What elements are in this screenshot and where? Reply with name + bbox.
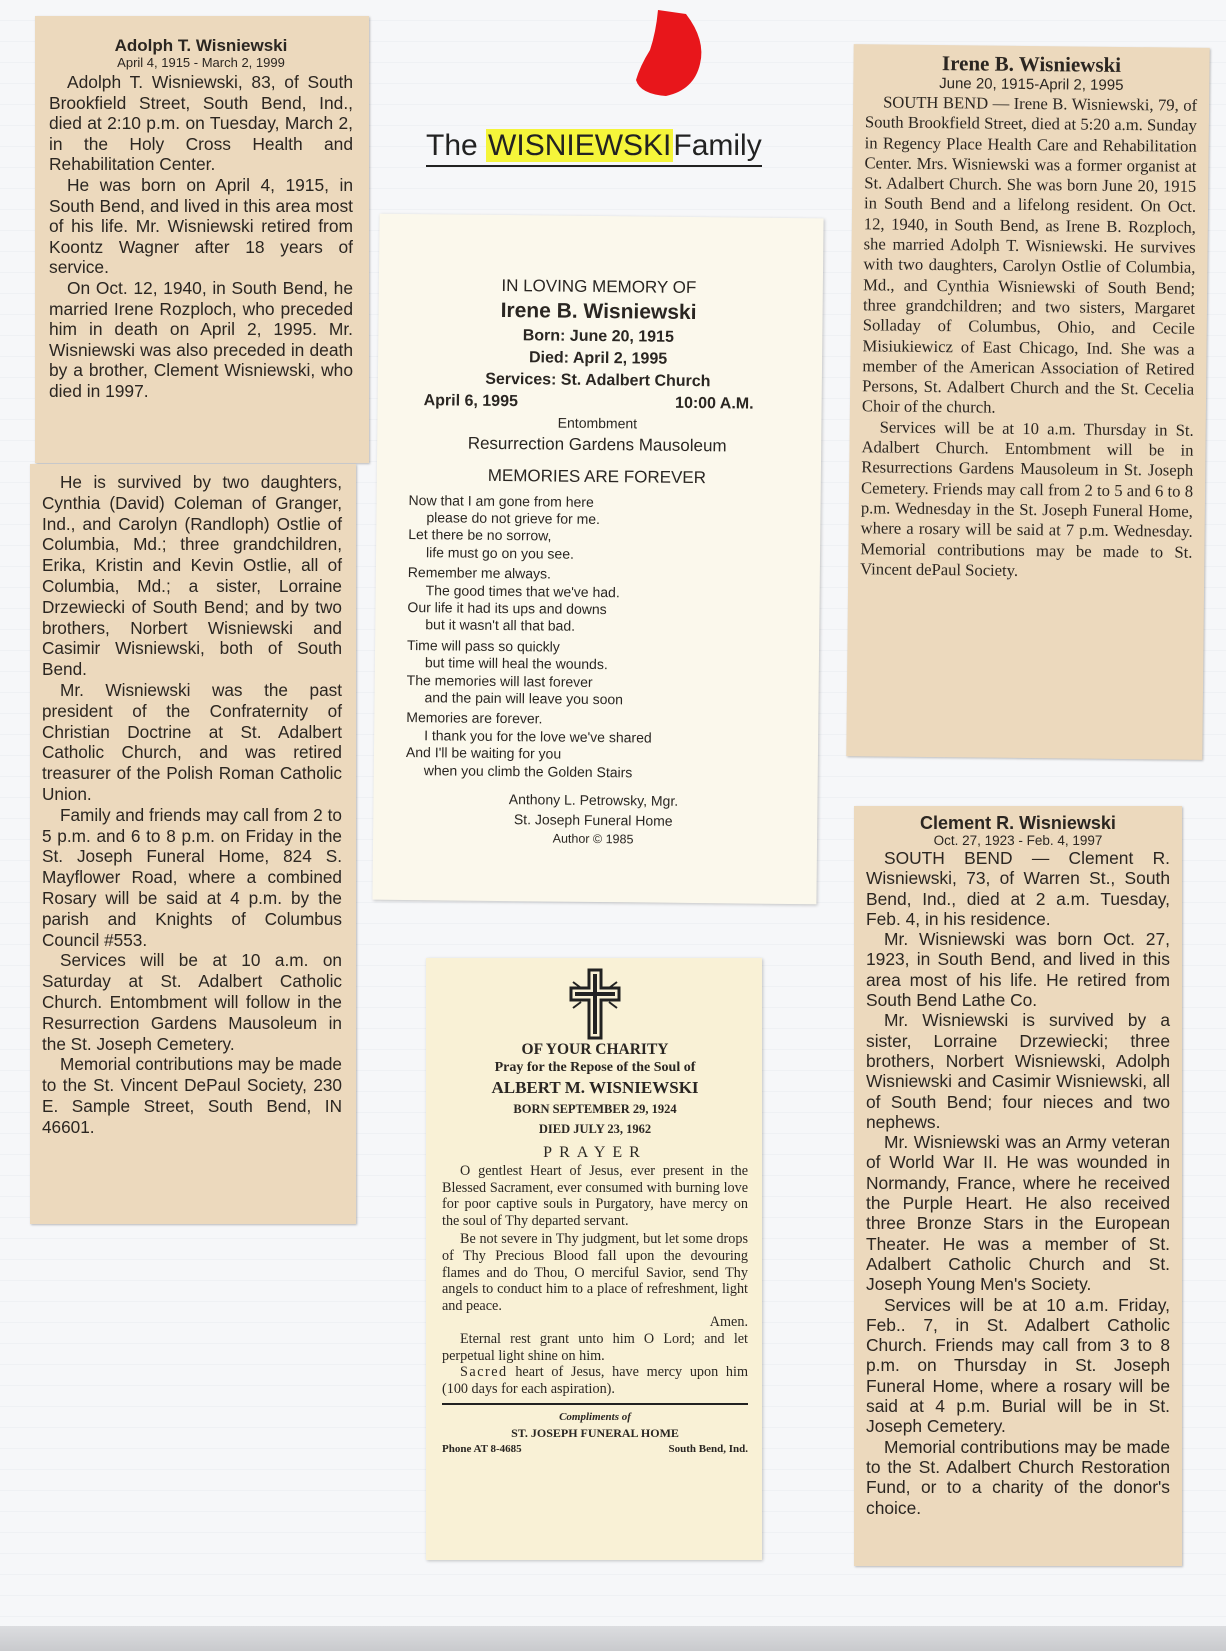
irene-paragraph: SOUTH BEND — Irene B. Wisniewski, 79, of South Brookfield Street, died at 5:20 a.m. Sunday in Regency Place Health Care and Rehabilitation Center. Mrs. Wisniewski was a former organist at St. Adalbert Church. She was born June 20, 1915 in South Bend and a lifelong resident. On Oct. 12, 1940, in South Bend, as Irene B. Rozploch, she married Adolph T. Wisniewski. He survives with two daughters, Carolyn Ostlie of Columbia, Md., and Cynthia Wisniewski of South Bend; three grandchildren; and two sisters, Margaret Solladay of Columbus, Ohio, and Cecile Misiukiewicz of East Chicago, Ind. She was a member of the American Association of Retired Persons, St. Adalbert Church and the St. Cecelia Choir of the church. bbox=[861, 92, 1198, 418]
poem-line: please do not grieve for me. bbox=[426, 509, 601, 527]
card-died: Died: April 2, 1995 bbox=[528, 349, 668, 368]
poem-line: Memories are forever. bbox=[406, 709, 543, 727]
adolph-name: Adolph T. Wisniewski bbox=[114, 36, 288, 55]
prayer-paragraph: Eternal rest grant unto him O Lord; and let perpetual light shine on him. bbox=[442, 1330, 748, 1364]
cross-icon bbox=[569, 968, 621, 1040]
clement-paragraph: SOUTH BEND — Clement R. Wisniewski, 73, of Warren St., South Bend, Ind., died at 2 a.m. Tuesday, Feb. 4, in his residence. bbox=[866, 848, 1170, 929]
clement-dates: Oct. 27, 1923 - Feb. 4, 1997 bbox=[933, 833, 1103, 848]
card-entombment: Entombment bbox=[557, 414, 638, 432]
irene-dates: June 20, 1915-April 2, 1995 bbox=[939, 75, 1124, 94]
card-funeral-home: St. Joseph Funeral Home bbox=[513, 810, 673, 829]
poem-line: And I'll be waiting for you bbox=[405, 744, 562, 762]
adolph-paragraph: Services will be at 10 a.m. on Saturday at St. Adalbert Catholic Church. Entombment will follow in the Resurrection Gardens Mausoleum in the St. Joseph Cemetery. bbox=[42, 950, 342, 1054]
poem-line: but it wasn't all that bad. bbox=[425, 616, 576, 635]
card-author: Anthony L. Petrowsky, Mgr. bbox=[508, 791, 679, 809]
card-intro: IN LOVING MEMORY OF bbox=[501, 275, 697, 298]
poem-line: I thank you for the love we've shared bbox=[424, 726, 652, 746]
clement-name: Clement R. Wisniewski bbox=[920, 813, 1116, 833]
poem-line: Now that I am gone from here bbox=[408, 491, 594, 510]
poem-line: Time will pass so quickly bbox=[407, 636, 560, 655]
card-copyright: Author © 1985 bbox=[552, 831, 634, 847]
irene-memorial-card bbox=[372, 214, 823, 905]
irene-obituary bbox=[846, 44, 1209, 760]
prayer-sacred: Sacred bbox=[460, 1364, 508, 1381]
prayer-text: heart of Jesus, have mercy upon him (100 days for each aspiration). bbox=[442, 1364, 748, 1397]
poem-line: The good times that we've had. bbox=[425, 581, 620, 600]
poem-line: Our life it had its ups and downs bbox=[407, 598, 607, 618]
city: South Bend, Ind. bbox=[668, 1442, 748, 1455]
irene-name: Irene B. Wisniewski bbox=[941, 51, 1122, 77]
divider bbox=[442, 1403, 748, 1405]
poem-line: Let there be no sorrow, bbox=[408, 526, 552, 544]
prayer-paragraph: Be not severe in Thy judgment, but let some drops of Thy Precious Blood fall upon the devouring flames and do Thou, O merciful Savior, send Thy angels to conduct him to a place of refreshment, light and peace. bbox=[442, 1231, 748, 1314]
card-service-time: 10:00 A.M. bbox=[674, 394, 754, 413]
adolph-dates: April 4, 1915 - March 2, 1999 bbox=[117, 55, 285, 70]
clement-paragraph: Mr. Wisniewski is survived by a sister, Lorraine Drzewiecki; three brothers, Norbert Wisniewski, Adolph Wisniewski and Casimir Wisniewski, all of South Bend; four nieces and two nephews. bbox=[866, 1010, 1170, 1132]
clement-obituary bbox=[854, 806, 1182, 1566]
card-service-date: April 6, 1995 bbox=[423, 392, 519, 411]
card-service-when bbox=[398, 390, 798, 416]
title-prefix: The bbox=[426, 129, 478, 162]
albert-died: DIED JULY 23, 1962 bbox=[538, 1122, 652, 1136]
funeral-home: ST. JOSEPH FUNERAL HOME bbox=[511, 1425, 679, 1440]
poem-line: when you climb the Golden Stairs bbox=[423, 761, 633, 780]
phone: Phone AT 8-4685 bbox=[442, 1442, 522, 1455]
card-name: Irene B. Wisniewski bbox=[500, 298, 697, 325]
adolph-obituary-top bbox=[35, 16, 369, 463]
poem-line: life must go on you see. bbox=[425, 543, 575, 562]
prayer-paragraph bbox=[442, 1364, 748, 1397]
prayer-paragraph: O gentlest Heart of Jesus, ever present in the Blessed Sacrament, ever consumed with burning love for poor captive souls in Purgatory, have mercy on the soul of Thy departed servant. bbox=[442, 1163, 748, 1229]
albert-born: BORN SEPTEMBER 29, 1924 bbox=[513, 1102, 677, 1116]
page-bottom-edge bbox=[0, 1626, 1226, 1651]
poem-line: but time will heal the wounds. bbox=[424, 654, 608, 673]
clement-paragraph: Mr. Wisniewski was born Oct. 27, 1923, in South Bend, and lived in this area most of his life. He retired from South Bend Lathe Co. bbox=[866, 929, 1170, 1011]
albert-prayer-card bbox=[426, 958, 762, 1560]
poem bbox=[406, 492, 797, 784]
adolph-paragraph: He was born on April 4, 1915, in South Bend, and lived in this area most of his life. Mr. Wisniewski retired from Koontz Wagner after 18 years of service. bbox=[49, 174, 353, 278]
clement-paragraph: Mr. Wisniewski was an Army veteran of World War II. He was wounded in Normandy, France, where he received the Purple Heart. He also received three Bronze Stars in the European Theater. He was a member of St. Adalbert Catholic Church and St. Joseph Young Men's Society. bbox=[866, 1132, 1170, 1295]
compliments: Compliments of bbox=[559, 1411, 631, 1424]
card-born: Born: June 20, 1915 bbox=[522, 327, 674, 346]
adolph-paragraph: Family and friends may call from 2 to 5 p.m. and 6 to 8 p.m. on Friday in the St. Joseph Funeral Home, 824 S. Mayflower Road, where a combined Rosary will be said at 4 p.m. by the parish and Knights of Columbus Council #553. bbox=[42, 804, 342, 950]
adolph-paragraph: On Oct. 12, 1940, in South Bend, he married Irene Rozploch, who preceded him in death on April 2, 1995. Mr. Wisniewski was also preceded in death by a brother, Clement Wisniewski, who died in 1997. bbox=[49, 277, 353, 401]
adolph-obituary-bottom bbox=[30, 464, 356, 1224]
red-tab-marker bbox=[636, 10, 708, 96]
funeral-home-contact bbox=[442, 1441, 748, 1458]
poem-line: Remember me always. bbox=[407, 564, 552, 582]
prayer-amen: Amen. bbox=[709, 1314, 748, 1331]
title-highlight: WISNIEWSKI bbox=[488, 129, 672, 162]
clement-paragraph: Memorial contributions may be made to the St. Adalbert Church Restoration Fund, or to a charity of the donor's choice. bbox=[866, 1436, 1170, 1518]
adolph-paragraph: Memorial contributions may be made to the St. Vincent DePaul Society, 230 E. Sample Street, South Bend, IN 46601. bbox=[42, 1054, 342, 1137]
card-services: Services: St. Adalbert Church bbox=[485, 370, 711, 391]
prayer-title: PRAYER bbox=[543, 1144, 647, 1161]
poem-line: and the pain will leave you soon bbox=[424, 689, 624, 708]
albert-name: ALBERT M. WISNIEWSKI bbox=[491, 1078, 699, 1097]
adolph-paragraph: Adolph T. Wisniewski, 83, of South Brookfield Street, South Bend, Ind., died at 2:10 p.m. on Tuesday, March 2, in the Holy Cross Health and Rehabilitation Center. bbox=[49, 72, 353, 175]
adolph-paragraph: Mr. Wisniewski was the past president of the Confraternity of Christian Doctrine at St. Adalbert Catholic Church, and was retired treasurer of the Polish Roman Catholic Union. bbox=[42, 679, 342, 804]
clement-paragraph: Services will be at 10 a.m. Friday, Feb.. 7, in St. Adalbert Catholic Church. Friends may call from 3 to 8 p.m. on Thursday in St. Joseph Funeral Home, where a rosary will be said at 4 p.m. Burial will be in St. Joseph Cemetery. bbox=[866, 1294, 1170, 1437]
page-title bbox=[426, 128, 816, 168]
poem-title: MEMORIES ARE FOREVER bbox=[487, 465, 707, 487]
irene-paragraph: Services will be at 10 a.m. Thursday in St. Adalbert Church. Entombment will be in Resurrections Gardens Mausoleum in St. Joseph Cemetery. Friends may call from 2 to 5 and 6 to 8 p.m. Wednesday in the St. Joseph Funeral Home, where a rosary will be said at 7 p.m. Wednesday. Memorial contributions may be made to St. Vincent dePaul Society. bbox=[860, 417, 1194, 580]
adolph-paragraph: He is survived by two daughters, Cynthia (David) Coleman of Granger, Ind., and Carolyn (Randloph) Ostlie of Columbia, Md.; three grandchildren, Erika, Kristin and Kevin Ostlie, all of Columbia, Md.; a sister, Lorraine Drzewiecki of South Bend; and by two brothers, Norbert Wisniewski and Casimir Wisniewski, both of South Bend. bbox=[42, 472, 342, 680]
title-suffix: Family bbox=[673, 129, 762, 162]
albert-charity: OF YOUR CHARITY bbox=[521, 1041, 669, 1058]
poem-line: The memories will last forever bbox=[406, 671, 593, 690]
card-place: Resurrection Gardens Mausoleum bbox=[467, 433, 727, 455]
albert-pray: Pray for the Repose of the Soul of bbox=[494, 1060, 696, 1075]
